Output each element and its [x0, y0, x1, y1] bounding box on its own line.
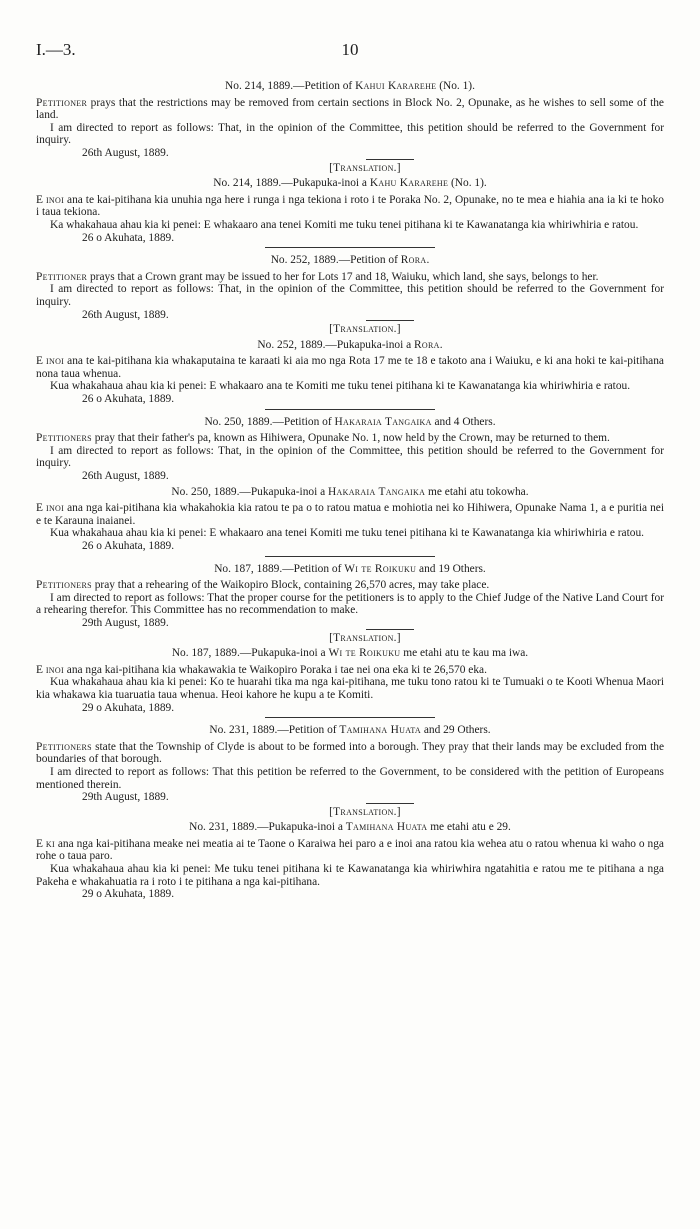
translation-petitioner-name: Kahu Kararehe — [369, 177, 449, 190]
translation-date: 26 o Akuhata, 1889. — [82, 393, 175, 406]
report-date: 29th August, 1889. — [82, 616, 169, 629]
petitioner-word: Petitioner — [36, 96, 88, 109]
page-header — [36, 40, 664, 66]
petitioner-name: Tamihana Huata — [339, 724, 422, 737]
translation-label: [Translation.] — [329, 805, 401, 818]
translation-date: 29 o Akuhata, 1889. — [82, 888, 175, 901]
translation-petition-text: E ki ana nga kai-pitihana meake nei meatia ai te Taone o Karaiwa hei paro a e inoi ana ratou kia wehea atu o ratou whenua ki waho o nga rohe o taua paro. — [36, 837, 664, 863]
translation-title: No. 187, 1889.—Pukapuka-inoi a Wi te Roikuku me etahi atu te kau ma iwa. — [171, 647, 529, 660]
short-rule — [366, 159, 414, 160]
section-divider — [265, 409, 435, 410]
petition-text: Petitioners pray that a rehearing of the Waikopiro Block, containing 26,570 acres, may take place. — [36, 579, 490, 592]
petitioner-name: Rora — [400, 254, 427, 267]
translation-petition-text: E inoi ana te kai-pitihana kia whakaputaina te karaati ki aia mo nga Rota 17 me te 18 e takoto ana i Waiuku, e ki ana hoki te kai-pitihana nona taua whenua. — [36, 355, 664, 380]
committee-report: I am directed to report as follows: That, in the opinion of the Committee, this petition should be referred to the Government for inquiry. — [36, 283, 664, 308]
petition-title: No. 187, 1889.—Petition of Wi te Roikuku and 19 Others. — [214, 562, 486, 575]
translation-report: Kua whakahaua ahau kia ki penei: E whakaaro ana tenei Komiti me tuku tenei pitihana ki te Kawanatanga kia whiriwhiria e ratou. — [50, 527, 644, 540]
translation-title: No. 231, 1889.—Pukapuka-inoi a Tamihana Huata me etahi atu e 29. — [189, 821, 511, 834]
translation-date: 29 o Akuhata, 1889. — [82, 701, 175, 714]
petitioner-word: Petitioner — [36, 270, 88, 283]
petition-text: Petitioner prays that a Crown grant may be issued to her for Lots 17 and 18, Waiuku, which land, she says, belongs to her. — [36, 270, 599, 283]
petition-section — [36, 416, 664, 557]
translation-report: Kua whakahaua ahau kia ki penei: Ko te huarahi tika ma nga kai-pitihana, me tuku tono ratou ki te Tumuaki o te Kooti Whenua Maori kia whakawa kia tuaruatia taua whenua. Heoi kahore he kupu a te Komiti. — [36, 676, 664, 701]
translation-report: Kua whakahaua ahau kia ki penei: E whakaaro ana te Komiti me tuku tenei pitihana ki te Kawanatanga kia whiriwhiria e ratou. — [50, 380, 631, 393]
translation-title: No. 250, 1889.—Pukapuka-inoi a Hakaraia Tangaika me etahi atu tokowha. — [171, 485, 529, 498]
translation-label: [Translation.] — [329, 631, 401, 644]
report-date: 26th August, 1889. — [82, 470, 169, 483]
petition-section — [36, 254, 664, 410]
report-date: 29th August, 1889. — [82, 791, 169, 804]
petition-section — [36, 724, 664, 901]
petition-text: Petitioners pray that their father's pa, known as Hihiwera, Opunake No. 1, now held by the Crown, may be returned to them. — [36, 432, 610, 445]
translation-petition-text: E inoi ana nga kai-pitihana kia whakahokia kia ratou te pa o to ratou matua e mohiotia nei ko Hihiwera, Opunake Nama 1, a e puritia nei e te Karauna inaianei. — [36, 502, 664, 527]
page-number: 10 — [341, 40, 359, 59]
committee-report: I am directed to report as follows: That, in the opinion of the Committee, this petition should be referred to the Government for inquiry. — [36, 444, 664, 470]
report-date: 26th August, 1889. — [82, 308, 169, 321]
translation-petitioner-name: Hakaraia Tangaika — [328, 485, 426, 498]
translation-petitioner-name: Rora — [414, 338, 440, 351]
petitioner-name: Wi te Roikuku — [344, 562, 417, 575]
translation-petitioner-name: Wi te Roikuku — [328, 647, 401, 660]
translation-report: Kua whakahaua ahau kia ki penei: Me tuku tenei pitihana ki te Kawanatanga kia whiriwhira ngatahitia e ratou me te pitihana a nga Pakeha e whakahuatia ra i roto i te pitihana a nga kai-pitihana. — [36, 863, 664, 888]
petition-title: No. 250, 1889.—Petition of Hakaraia Tangaika and 4 Others. — [204, 415, 496, 428]
petitioner-name: Kahui Kararehe — [355, 80, 437, 92]
petition-title: No. 252, 1889.—Petition of Rora. — [270, 254, 430, 267]
petitioner-word: Petitioners — [36, 432, 92, 445]
translation-label: [Translation.] — [329, 323, 401, 336]
short-rule — [366, 320, 414, 321]
petitioner-name: Hakaraia Tangaika — [334, 415, 432, 428]
translation-petition-text: E inoi ana te kai-pitihana kia unuhia nga here i runga i nga tekiona i roto i te Poraka No. 2, Opunake, no te mea e hiahia ana ia ki te hoko i taua tekiona. — [36, 193, 664, 219]
translation-petitioner-name: Tamihana Huata — [345, 821, 428, 834]
report-date: 26th August, 1889. — [82, 146, 169, 159]
short-rule — [366, 803, 414, 804]
petition-title: No. 231, 1889.—Petition of Tamihana Huata and 29 Others. — [209, 724, 491, 737]
petition-title: No. 214, 1889.—Petition of Kahui Kararehe (No. 1). — [225, 80, 475, 92]
translation-date: 26 o Akuhata, 1889. — [82, 540, 175, 552]
section-divider — [265, 247, 435, 248]
petitioner-word: Petitioners — [36, 740, 92, 753]
petition-section — [36, 563, 664, 719]
committee-report: I am directed to report as follows: That this petition be referred to the Government, to be considered with the petition of Europeans mentioned therein. — [36, 765, 664, 791]
page-reference: I.—3. — [36, 40, 76, 59]
translation-label: [Translation.] — [329, 161, 401, 174]
section-divider — [265, 717, 435, 718]
translation-title: No. 252, 1889.—Pukapuka-inoi a Rora. — [257, 338, 443, 351]
translation-report: Ka whakahaua ahau kia ki penei: E whakaaro ana tenei Komiti me tuku tenei pitihana ki te Kawanatanga kia whiriwhiria e ratou. — [50, 218, 639, 231]
petitioner-word: Petitioners — [36, 579, 92, 592]
section-divider — [265, 556, 435, 557]
short-rule — [366, 629, 414, 630]
petition-section — [36, 80, 664, 248]
committee-report: I am directed to report as follows: That, in the opinion of the Committee, this petition should be referred to the Government for inquiry. — [36, 121, 664, 147]
committee-report: I am directed to report as follows: That the proper course for the petitioners is to apply to the Chief Judge of the Native Land Court for a rehearing therefor. This Committee has no recommendation to make. — [36, 591, 664, 617]
document-body — [36, 80, 664, 904]
translation-date: 26 o Akuhata, 1889. — [82, 231, 175, 244]
petition-text: Petitioners state that the Township of Clyde is about to be formed into a borough. They pray that their lands may be excluded from the boundaries of that borough. — [36, 740, 664, 766]
translation-title: No. 214, 1889.—Pukapuka-inoi a Kahu Kararehe (No. 1). — [213, 177, 487, 190]
petition-text: Petitioner prays that the restrictions may be removed from certain sections in Block No. 2, Opunake, as he wishes to sell some of the land. — [36, 96, 664, 122]
translation-petition-text: E inoi ana nga kai-pitihana kia whakawakia te Waikopiro Poraka i tae nei ona eka ki te 26,570 eka. — [36, 663, 487, 676]
